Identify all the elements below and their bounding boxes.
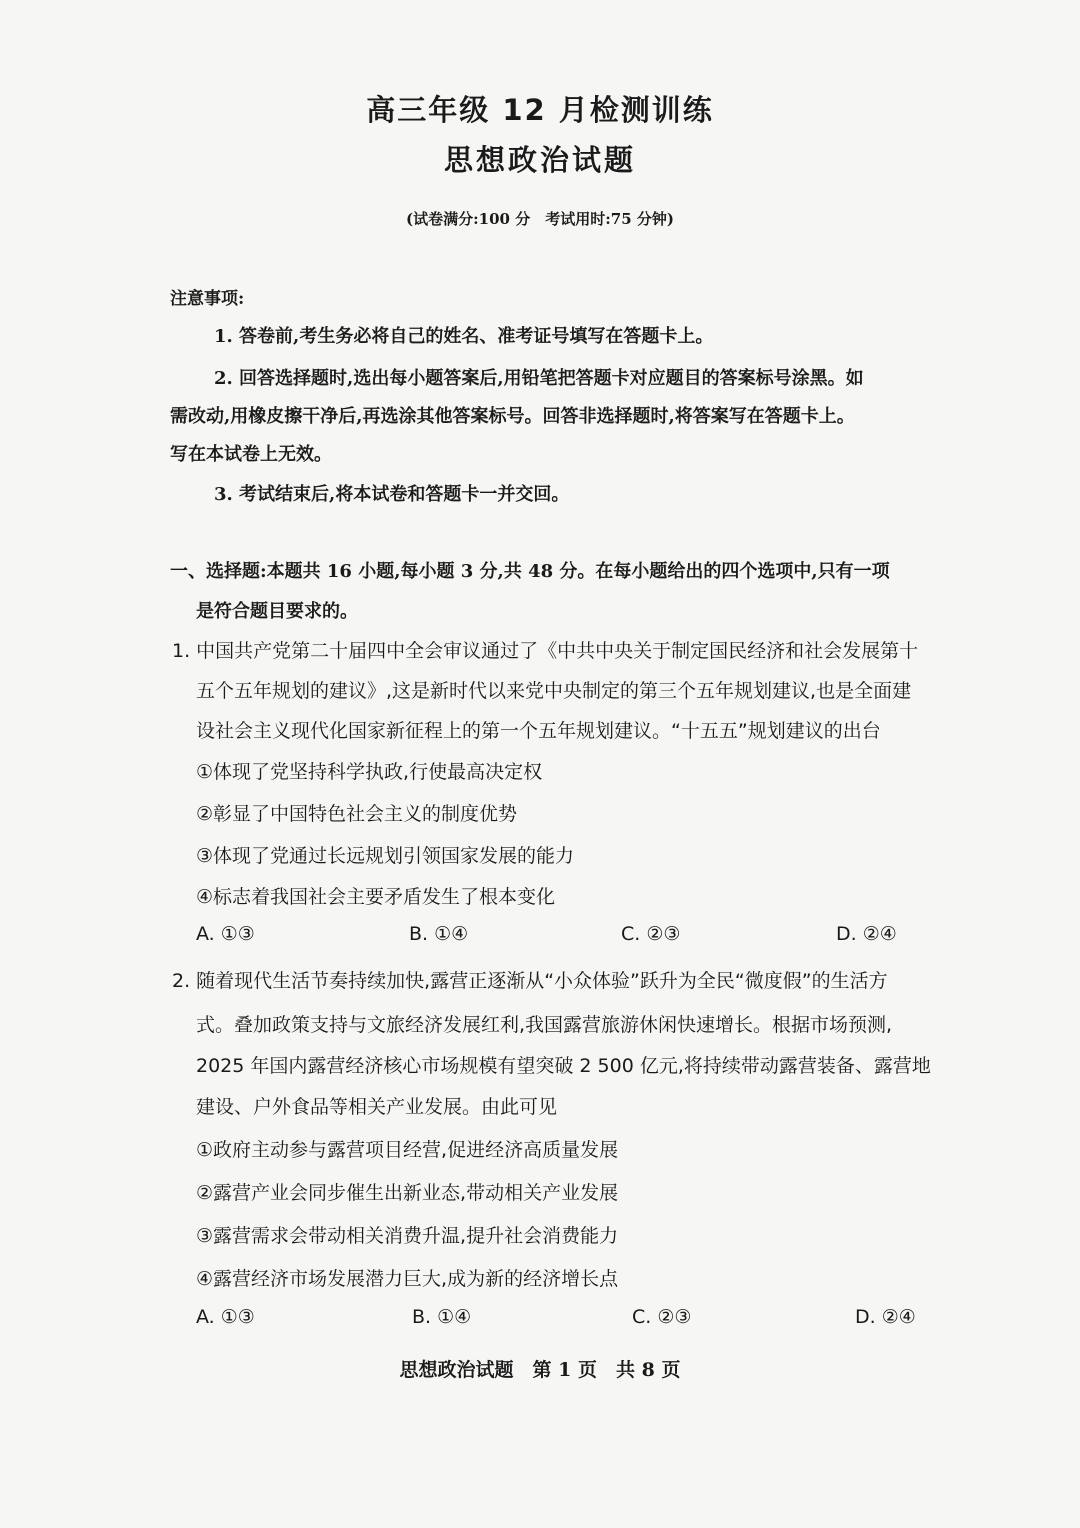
- choice-c: C. ②③: [621, 923, 681, 945]
- question-stem-line: 设社会主义现代化国家新征程上的第一个五年规划建议。“十五五”规划建议的出台: [196, 720, 881, 742]
- exam-subject: 思想政治试题: [443, 143, 636, 177]
- choice-d: D. ②④: [836, 923, 897, 945]
- exam-title: 高三年级 12 月检测训练: [366, 93, 714, 127]
- question-stem-line: 2. 随着现代生活节奏持续加快,露营正逐渐从“小众体验”跃升为全民“微度假”的生活方: [172, 970, 888, 992]
- statement: ④露营经济市场发展潜力巨大,成为新的经济增长点: [196, 1268, 619, 1290]
- statement: ①政府主动参与露营项目经营,促进经济高质量发展: [196, 1139, 619, 1161]
- question-stem-line: 建设、户外食品等相关产业发展。由此可见: [196, 1096, 558, 1118]
- section-heading-cont: 是符合题目要求的。: [196, 601, 358, 622]
- question-stem-line: 五个五年规划的建议》,这是新时代以来党中央制定的第三个五年规划建议,也是全面建: [196, 680, 912, 702]
- choice-b: B. ①④: [412, 1306, 472, 1328]
- statement: ③露营需求会带动相关消费升温,提升社会消费能力: [196, 1225, 619, 1247]
- page-footer: 思想政治试题 第 1 页 共 8 页: [399, 1359, 681, 1381]
- exam-meta: (试卷满分:100 分 考试用时:75 分钟): [406, 210, 674, 228]
- notice-line: 3. 考试结束后,将本试卷和答题卡一并交回。: [214, 484, 570, 505]
- notice-line: 写在本试卷上无效。: [170, 444, 332, 465]
- choice-a: A. ①③: [196, 1306, 255, 1328]
- statement: ①体现了党坚持科学执政,行使最高决定权: [196, 761, 543, 783]
- question-stem-line: 2025 年国内露营经济核心市场规模有望突破 2 500 亿元,将持续带动露营装备、露营地: [196, 1055, 931, 1077]
- choice-b: B. ①④: [409, 923, 469, 945]
- choice-c: C. ②③: [632, 1306, 692, 1328]
- statement: ③体现了党通过长远规划引领国家发展的能力: [196, 845, 575, 867]
- notice-line: 2. 回答选择题时,选出每小题答案后,用铅笔把答题卡对应题目的答案标号涂黑。如: [214, 368, 864, 389]
- choice-a: A. ①③: [196, 923, 255, 945]
- section-heading: 一、选择题:本题共 16 小题,每小题 3 分,共 48 分。在每小题给出的四个选项中,只有一项: [170, 561, 890, 582]
- statement: ②露营产业会同步催生出新业态,带动相关产业发展: [196, 1182, 619, 1204]
- notice-line: 1. 答卷前,考生务必将自己的姓名、准考证号填写在答题卡上。: [214, 326, 714, 347]
- question-stem-line: 式。叠加政策支持与文旅经济发展红利,我国露营旅游休闲快速增长。根据市场预测,: [196, 1014, 893, 1036]
- notice-heading: 注意事项:: [170, 289, 245, 309]
- notice-line: 需改动,用橡皮擦干净后,再选涂其他答案标号。回答非选择题时,将答案写在答题卡上。: [170, 406, 855, 427]
- choice-d: D. ②④: [855, 1306, 916, 1328]
- statement: ②彰显了中国特色社会主义的制度优势: [196, 803, 518, 825]
- statement: ④标志着我国社会主要矛盾发生了根本变化: [196, 886, 556, 908]
- question-stem-line: 1. 中国共产党第二十届四中全会审议通过了《中共中央关于制定国民经济和社会发展第十: [172, 640, 919, 662]
